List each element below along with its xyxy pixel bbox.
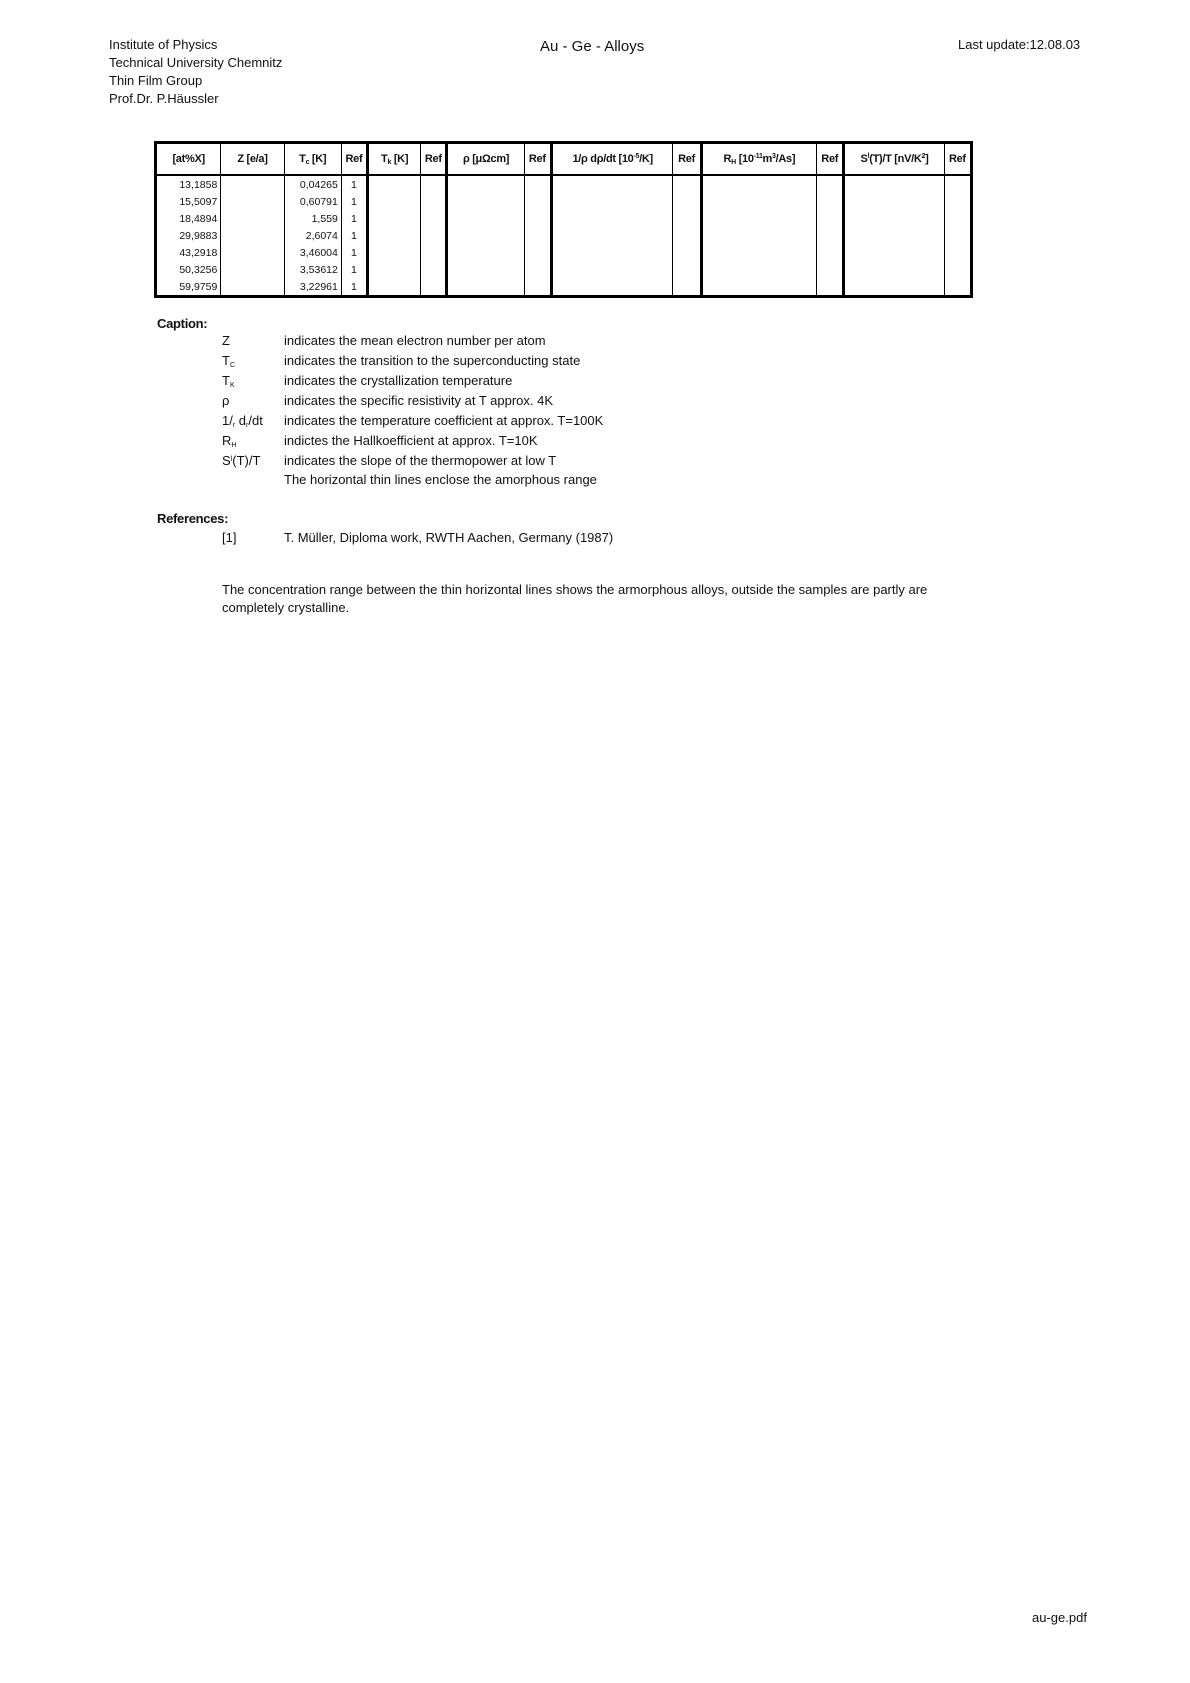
cell-tc: 3,22961 [284, 278, 341, 297]
table-row [156, 193, 972, 210]
cell-concentration: 50,3256 [179, 263, 218, 276]
cell-ref [673, 210, 701, 227]
cell-ref [673, 227, 701, 244]
cell-ref [817, 175, 844, 193]
cell-ref: 1 [341, 278, 367, 297]
col-header-ref: Ref [341, 143, 367, 176]
cell-hall [701, 175, 817, 193]
cell-rho [447, 210, 524, 227]
table-row [156, 244, 972, 261]
cell-ref [524, 210, 551, 227]
cell-ref: 1 [341, 193, 367, 210]
cell-tk [368, 278, 421, 297]
col-header-ref: Ref [421, 143, 447, 176]
caption-heading: Caption: [157, 316, 208, 331]
col-header-temp-coeff: 1/ρ dρ/dt $[10^{-5}/K]$ [551, 143, 673, 176]
cell-tc: 3,46004 [284, 244, 341, 261]
col-header-ref: Ref [524, 143, 551, 176]
cell-tc: 3,53612 [284, 261, 341, 278]
cell-thermopower [844, 244, 944, 261]
cell-temp-coeff [551, 175, 673, 193]
cell-ref [817, 278, 844, 297]
cell-hall [701, 244, 817, 261]
cell-ref [673, 175, 701, 193]
cell-rho [447, 244, 524, 261]
cell-ref [421, 193, 447, 210]
cell-ref [524, 278, 551, 297]
cell-ref [673, 278, 701, 297]
col-header-z: Z [e/a] [221, 143, 284, 176]
table-row [156, 227, 972, 244]
cell-thermopower [844, 210, 944, 227]
cell-rho [447, 278, 524, 297]
cell-z [221, 227, 284, 244]
cell-ref [944, 193, 971, 210]
cell-ref [524, 261, 551, 278]
cell-ref [421, 175, 447, 193]
caption-symbol: $T_K$ [222, 373, 235, 389]
cell-ref [421, 261, 447, 278]
cell-thermopower [844, 278, 944, 297]
cell-ref [817, 227, 844, 244]
col-header-concentration: [at%X] [156, 143, 221, 176]
cell-rho [447, 227, 524, 244]
table-row [156, 261, 972, 278]
cell-temp-coeff [551, 227, 673, 244]
cell-tk [368, 227, 421, 244]
cell-thermopower [844, 227, 944, 244]
cell-temp-coeff [551, 261, 673, 278]
cell-tc: 2,6074 [284, 227, 341, 244]
cell-tc: 0,04265 [284, 175, 341, 193]
cell-ref [421, 244, 447, 261]
page-title: Au - Ge - Alloys [540, 38, 645, 55]
cell-ref [817, 193, 844, 210]
table-row [156, 278, 972, 297]
references-heading: References: [157, 511, 229, 526]
cell-ref: 1 [341, 210, 367, 227]
cell-concentration: 13,1858 [179, 178, 218, 191]
caption-symbol: $R_H$ [222, 433, 237, 449]
cell-ref [944, 278, 971, 297]
cell-temp-coeff [551, 244, 673, 261]
cell-tk [368, 244, 421, 261]
reference-number: [1] [222, 530, 237, 545]
cell-tk [368, 175, 421, 193]
institute-line: Technical University Chemnitz [109, 55, 283, 70]
institute-line: Prof.Dr. P.Häussler [109, 91, 219, 106]
cell-ref [817, 244, 844, 261]
cell-temp-coeff [551, 210, 673, 227]
cell-rho [447, 175, 524, 193]
caption-text: The horizontal thin lines enclose the amorphous range [284, 472, 597, 487]
caption-symbol: $1/_r$ $d_r/dt$ [222, 413, 263, 429]
caption-text: indictes the Hallkoefficient at approx. T=10K [284, 433, 538, 448]
cell-hall [701, 210, 817, 227]
cell-ref: 1 [341, 175, 367, 193]
cell-temp-coeff [551, 278, 673, 297]
institute-line: Thin Film Group [109, 73, 203, 88]
cell-ref [673, 244, 701, 261]
caption-text: indicates the transition to the superconducting state [284, 353, 581, 368]
cell-ref [524, 175, 551, 193]
cell-temp-coeff [551, 193, 673, 210]
cell-tc: 0,60791 [284, 193, 341, 210]
cell-ref [817, 210, 844, 227]
cell-ref [944, 210, 971, 227]
col-header-rho: ρ [μΩcm] [447, 143, 524, 176]
data-table [154, 141, 973, 298]
cell-thermopower [844, 193, 944, 210]
cell-z [221, 175, 284, 193]
cell-ref [673, 193, 701, 210]
cell-ref: 1 [341, 227, 367, 244]
cell-ref: 1 [341, 244, 367, 261]
table-row [156, 175, 972, 193]
col-header-tc: $T_c$ [K] [284, 143, 341, 176]
cell-ref [944, 175, 971, 193]
cell-tc: 1,559 [284, 210, 341, 227]
col-header-ref: Ref [817, 143, 844, 176]
caption-text: indicates the mean electron number per atom [284, 333, 546, 348]
cell-tk [368, 210, 421, 227]
cell-hall [701, 227, 817, 244]
cell-concentration: 15,5097 [179, 195, 218, 208]
cell-tk [368, 193, 421, 210]
caption-symbol: $T_C$ [222, 353, 236, 369]
cell-concentration: 59,9759 [179, 280, 218, 293]
cell-z [221, 193, 284, 210]
reference-text: T. Müller, Diploma work, RWTH Aachen, Germany (1987) [284, 530, 614, 545]
cell-z [221, 261, 284, 278]
cell-ref [673, 261, 701, 278]
cell-hall [701, 278, 817, 297]
cell-ref [944, 244, 971, 261]
cell-ref [524, 193, 551, 210]
cell-concentration: 18,4894 [179, 212, 218, 225]
col-header-ref: Ref [944, 143, 971, 176]
cell-concentration: 43,2918 [179, 246, 218, 259]
col-header-hall: $R_H$ $[10^{-11}m^3/As]$ [701, 143, 817, 176]
cell-ref [944, 261, 971, 278]
col-header-thermopower: $S^l(T)/T$ $[nV/K^2]$ [844, 143, 944, 176]
header-row [156, 143, 972, 176]
cell-hall [701, 261, 817, 278]
cell-ref [524, 244, 551, 261]
caption-text: indicates the crystallization temperature [284, 373, 513, 388]
cell-ref: 1 [341, 261, 367, 278]
caption-symbol: Z [222, 333, 230, 348]
cell-ref [817, 261, 844, 278]
cell-thermopower [844, 175, 944, 193]
cell-hall [701, 193, 817, 210]
cell-ref [421, 278, 447, 297]
cell-tk [368, 261, 421, 278]
caption-text: indicates the slope of the thermopower at low T [284, 453, 557, 468]
table-row [156, 210, 972, 227]
concentration-note: The concentration range between the thin horizontal lines shows the armorphous alloys, outside the samples are partly are completely crystalline. [222, 582, 928, 615]
caption-text: indicates the temperature coefficient at approx. T=100K [284, 413, 604, 428]
footer-filename: au-ge.pdf [1032, 1610, 1087, 1625]
cell-ref [421, 210, 447, 227]
cell-ref [944, 227, 971, 244]
caption-symbol: $S^l(T)/T$ [222, 453, 261, 468]
cell-z [221, 210, 284, 227]
cell-ref [524, 227, 551, 244]
cell-concentration: 29,9883 [179, 229, 218, 242]
cell-rho [447, 193, 524, 210]
caption-symbol: ρ [222, 393, 230, 408]
institute-line: Institute of Physics [109, 37, 218, 52]
cell-z [221, 244, 284, 261]
col-header-ref: Ref [673, 143, 701, 176]
col-header-tk: $T_k$ [K] [368, 143, 421, 176]
cell-rho [447, 261, 524, 278]
caption-text: indicates the specific resistivity at T approx. 4K [284, 393, 554, 408]
institute-block [109, 36, 282, 108]
last-update: Last update:12.08.03 [958, 37, 1081, 52]
cell-z [221, 278, 284, 297]
cell-ref [421, 227, 447, 244]
cell-thermopower [844, 261, 944, 278]
